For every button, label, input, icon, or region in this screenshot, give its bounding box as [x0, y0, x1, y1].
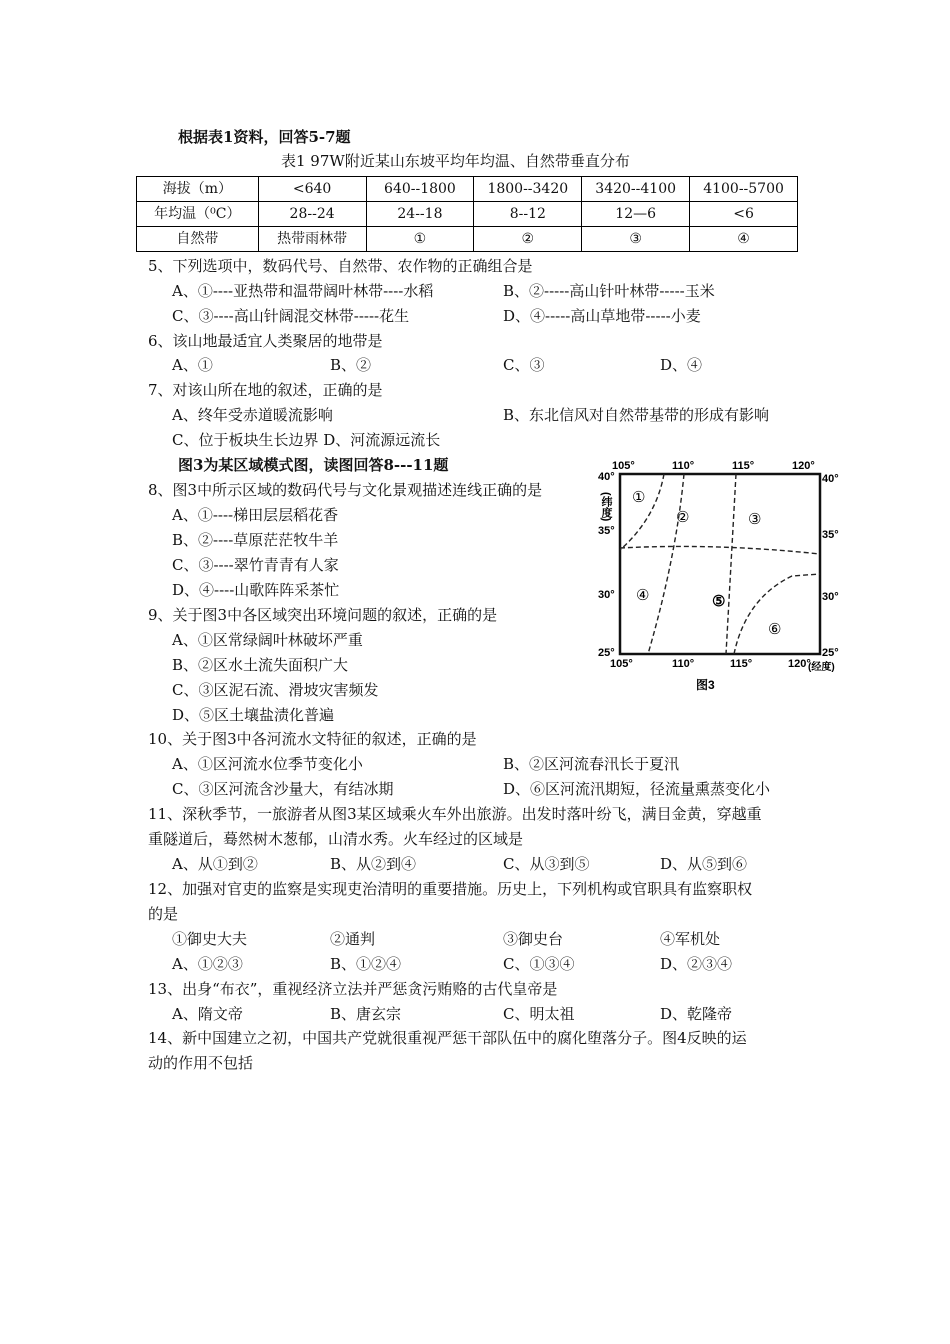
- q6-option-c: C、③: [503, 356, 545, 374]
- q6-option-d: D、④: [660, 356, 703, 374]
- q9-option-d: D、⑤区土壤盐渍化普遍: [172, 706, 335, 724]
- q7-stem: 7、对该山所在地的叙述，正确的是: [148, 381, 383, 399]
- q12-option-b: B、①②④: [330, 955, 402, 973]
- table-row: [137, 177, 798, 202]
- q12-stem-line2: 的是: [148, 905, 179, 923]
- row-label: 年均温（⁰C）: [137, 202, 259, 227]
- row-label: 自然带: [137, 227, 259, 252]
- q12-item-1: ①御史大夫: [172, 930, 248, 948]
- figure-caption: 图3: [696, 678, 715, 692]
- q14-stem-line1: 14、新中国建立之初，中国共产党就很重视严惩干部队伍中的腐化堕落分子。图4反映的运: [148, 1029, 747, 1047]
- q13-option-b: B、唐玄宗: [330, 1005, 402, 1023]
- region-label: ④: [636, 587, 650, 604]
- table-cell: 4100--5700: [690, 177, 798, 202]
- region-label: ②: [676, 509, 690, 526]
- table-caption: 表1 97W附近某山东坡平均年均温、自然带垂直分布: [281, 152, 630, 170]
- q11-option-a: A、从①到②: [172, 855, 258, 873]
- q11-stem-line2: 重隧道后，蓦然树木葱郁，山清水秀。火车经过的区域是: [148, 830, 524, 848]
- q10-option-c: C、③区河流含沙量大，有结冰期: [172, 780, 394, 798]
- q8-option-b: B、②----草原茫茫牧牛羊: [172, 531, 339, 549]
- top-tick: 110°: [672, 460, 695, 472]
- q11-option-c: C、从③到⑤: [503, 855, 590, 873]
- q9-option-b: B、②区水土流失面积广大: [172, 656, 349, 674]
- region-label: ③: [748, 511, 762, 528]
- q12-option-d: D、②③④: [660, 955, 733, 973]
- top-tick: 115°: [732, 460, 755, 472]
- lon-label: (经度): [808, 662, 835, 673]
- table-cell: ④: [690, 227, 798, 252]
- q11-stem-line1: 11、深秋季节，一旅游者从图3某区域乘火车外出旅游。出发时落叶纷飞，满目金黄，穿越重: [148, 805, 762, 823]
- table-cell: <640: [258, 177, 366, 202]
- q9-option-a: A、①区常绿阔叶林破坏严重: [172, 631, 363, 649]
- q6-option-a: A、①: [172, 356, 213, 374]
- q10-option-d: D、⑥区河流汛期短，径流量熏蒸变化小: [503, 780, 771, 798]
- region-label: ⑤: [712, 593, 726, 610]
- q13-option-c: C、明太祖: [503, 1005, 575, 1023]
- map-frame: [620, 474, 820, 654]
- right-tick: 35°: [822, 529, 839, 541]
- table-cell: <6: [690, 202, 798, 227]
- q7-option-cd: C、位于板块生长边界 D、河流源远流长: [172, 431, 441, 449]
- bottom-tick: 115°: [730, 658, 753, 670]
- q12-option-c: C、①③④: [503, 955, 575, 973]
- q12-item-3: ③御史台: [503, 930, 564, 948]
- left-tick: 35°: [598, 525, 615, 537]
- table-cell: ③: [582, 227, 690, 252]
- q11-option-d: D、从⑤到⑥: [660, 855, 748, 873]
- left-tick: 40°: [598, 471, 615, 483]
- right-tick: 40°: [822, 473, 839, 485]
- q12-item-4: ④军机处: [660, 930, 721, 948]
- table-cell: 24--18: [366, 202, 474, 227]
- section-heading-1: 根据表1资料，回答5-7题: [178, 128, 351, 146]
- table-cell: 28--24: [258, 202, 366, 227]
- q13-option-d: D、乾隆帝: [660, 1005, 733, 1023]
- q10-option-b: B、②区河流春汛长于夏汛: [503, 755, 680, 773]
- q8-option-c: C、③----翠竹青青有人家: [172, 556, 339, 574]
- q8-stem: 8、图3中所示区域的数码代号与文化景观描述连线正确的是: [148, 481, 543, 499]
- bottom-tick: 110°: [672, 658, 695, 670]
- q9-option-c: C、③区泥石流、滑坡灾害频发: [172, 681, 379, 699]
- bottom-tick: 120°: [788, 658, 811, 670]
- figure-3-map: [596, 458, 839, 698]
- table-cell: 8--12: [474, 202, 582, 227]
- q9-stem: 9、关于图3中各区域突出环境问题的叙述，正确的是: [148, 606, 498, 624]
- q5-option-c: C、③----高山针阔混交林带-----花生: [172, 307, 410, 325]
- q5-option-a: A、①----亚热带和温带阔叶林带----水稻: [172, 282, 434, 300]
- lat-label: (纬度): [600, 492, 612, 522]
- q12-stem-line1: 12、加强对官吏的监察是实现吏治清明的重要措施。历史上，下列机构或官职具有监察职权: [148, 880, 753, 898]
- table-cell: 3420--4100: [582, 177, 690, 202]
- table-row: [137, 227, 798, 252]
- left-tick: 30°: [598, 589, 615, 601]
- q13-option-a: A、隋文帝: [172, 1005, 243, 1023]
- q13-stem: 13、出身“布衣”，重视经济立法并严惩贪污贿赂的古代皇帝是: [148, 980, 558, 998]
- q6-stem: 6、该山地最适宜人类聚居的地带是: [148, 332, 383, 350]
- right-tick: 30°: [822, 591, 839, 603]
- elevation-table: [136, 176, 798, 252]
- table-row: [137, 202, 798, 227]
- table-cell: ①: [366, 227, 474, 252]
- q6-option-b: B、②: [330, 356, 372, 374]
- q5-stem: 5、下列选项中，数码代号、自然带、农作物的正确组合是: [148, 257, 533, 275]
- q12-item-2: ②通判: [330, 930, 376, 948]
- region-label: ⑥: [768, 621, 782, 638]
- table-cell: 640--1800: [366, 177, 474, 202]
- q8-option-d: D、④----山歌阵阵采茶忙: [172, 581, 340, 599]
- row-label: 海拔（m）: [137, 177, 259, 202]
- q10-stem: 10、关于图3中各河流水文特征的叙述，正确的是: [148, 730, 477, 748]
- q8-option-a: A、①----梯田层层稻花香: [172, 506, 339, 524]
- q7-option-b: B、东北信风对自然带基带的形成有影响: [503, 406, 770, 424]
- table-cell: 1800--3420: [474, 177, 582, 202]
- table-cell: ②: [474, 227, 582, 252]
- region-label: ①: [632, 489, 646, 506]
- q10-option-a: A、①区河流水位季节变化小: [172, 755, 363, 773]
- right-tick: 25°: [822, 647, 839, 659]
- q5-option-d: D、④-----高山草地带-----小麦: [503, 307, 701, 325]
- section-heading-2: 图3为某区域模式图，读图回答8---11题: [178, 456, 449, 474]
- top-tick: 105°: [612, 460, 635, 472]
- q11-option-b: B、从②到④: [330, 855, 417, 873]
- left-tick: 25°: [598, 647, 615, 659]
- q5-option-b: B、②-----高山针叶林带-----玉米: [503, 282, 715, 300]
- bottom-tick: 105°: [610, 658, 633, 670]
- q12-option-a: A、①②③: [172, 955, 243, 973]
- q7-option-a: A、终年受赤道暖流影响: [172, 406, 333, 424]
- top-tick: 120°: [792, 460, 815, 472]
- table-cell: 12—6: [582, 202, 690, 227]
- table-cell: 热带雨林带: [258, 227, 366, 252]
- q14-stem-line2: 动的作用不包括: [148, 1054, 254, 1072]
